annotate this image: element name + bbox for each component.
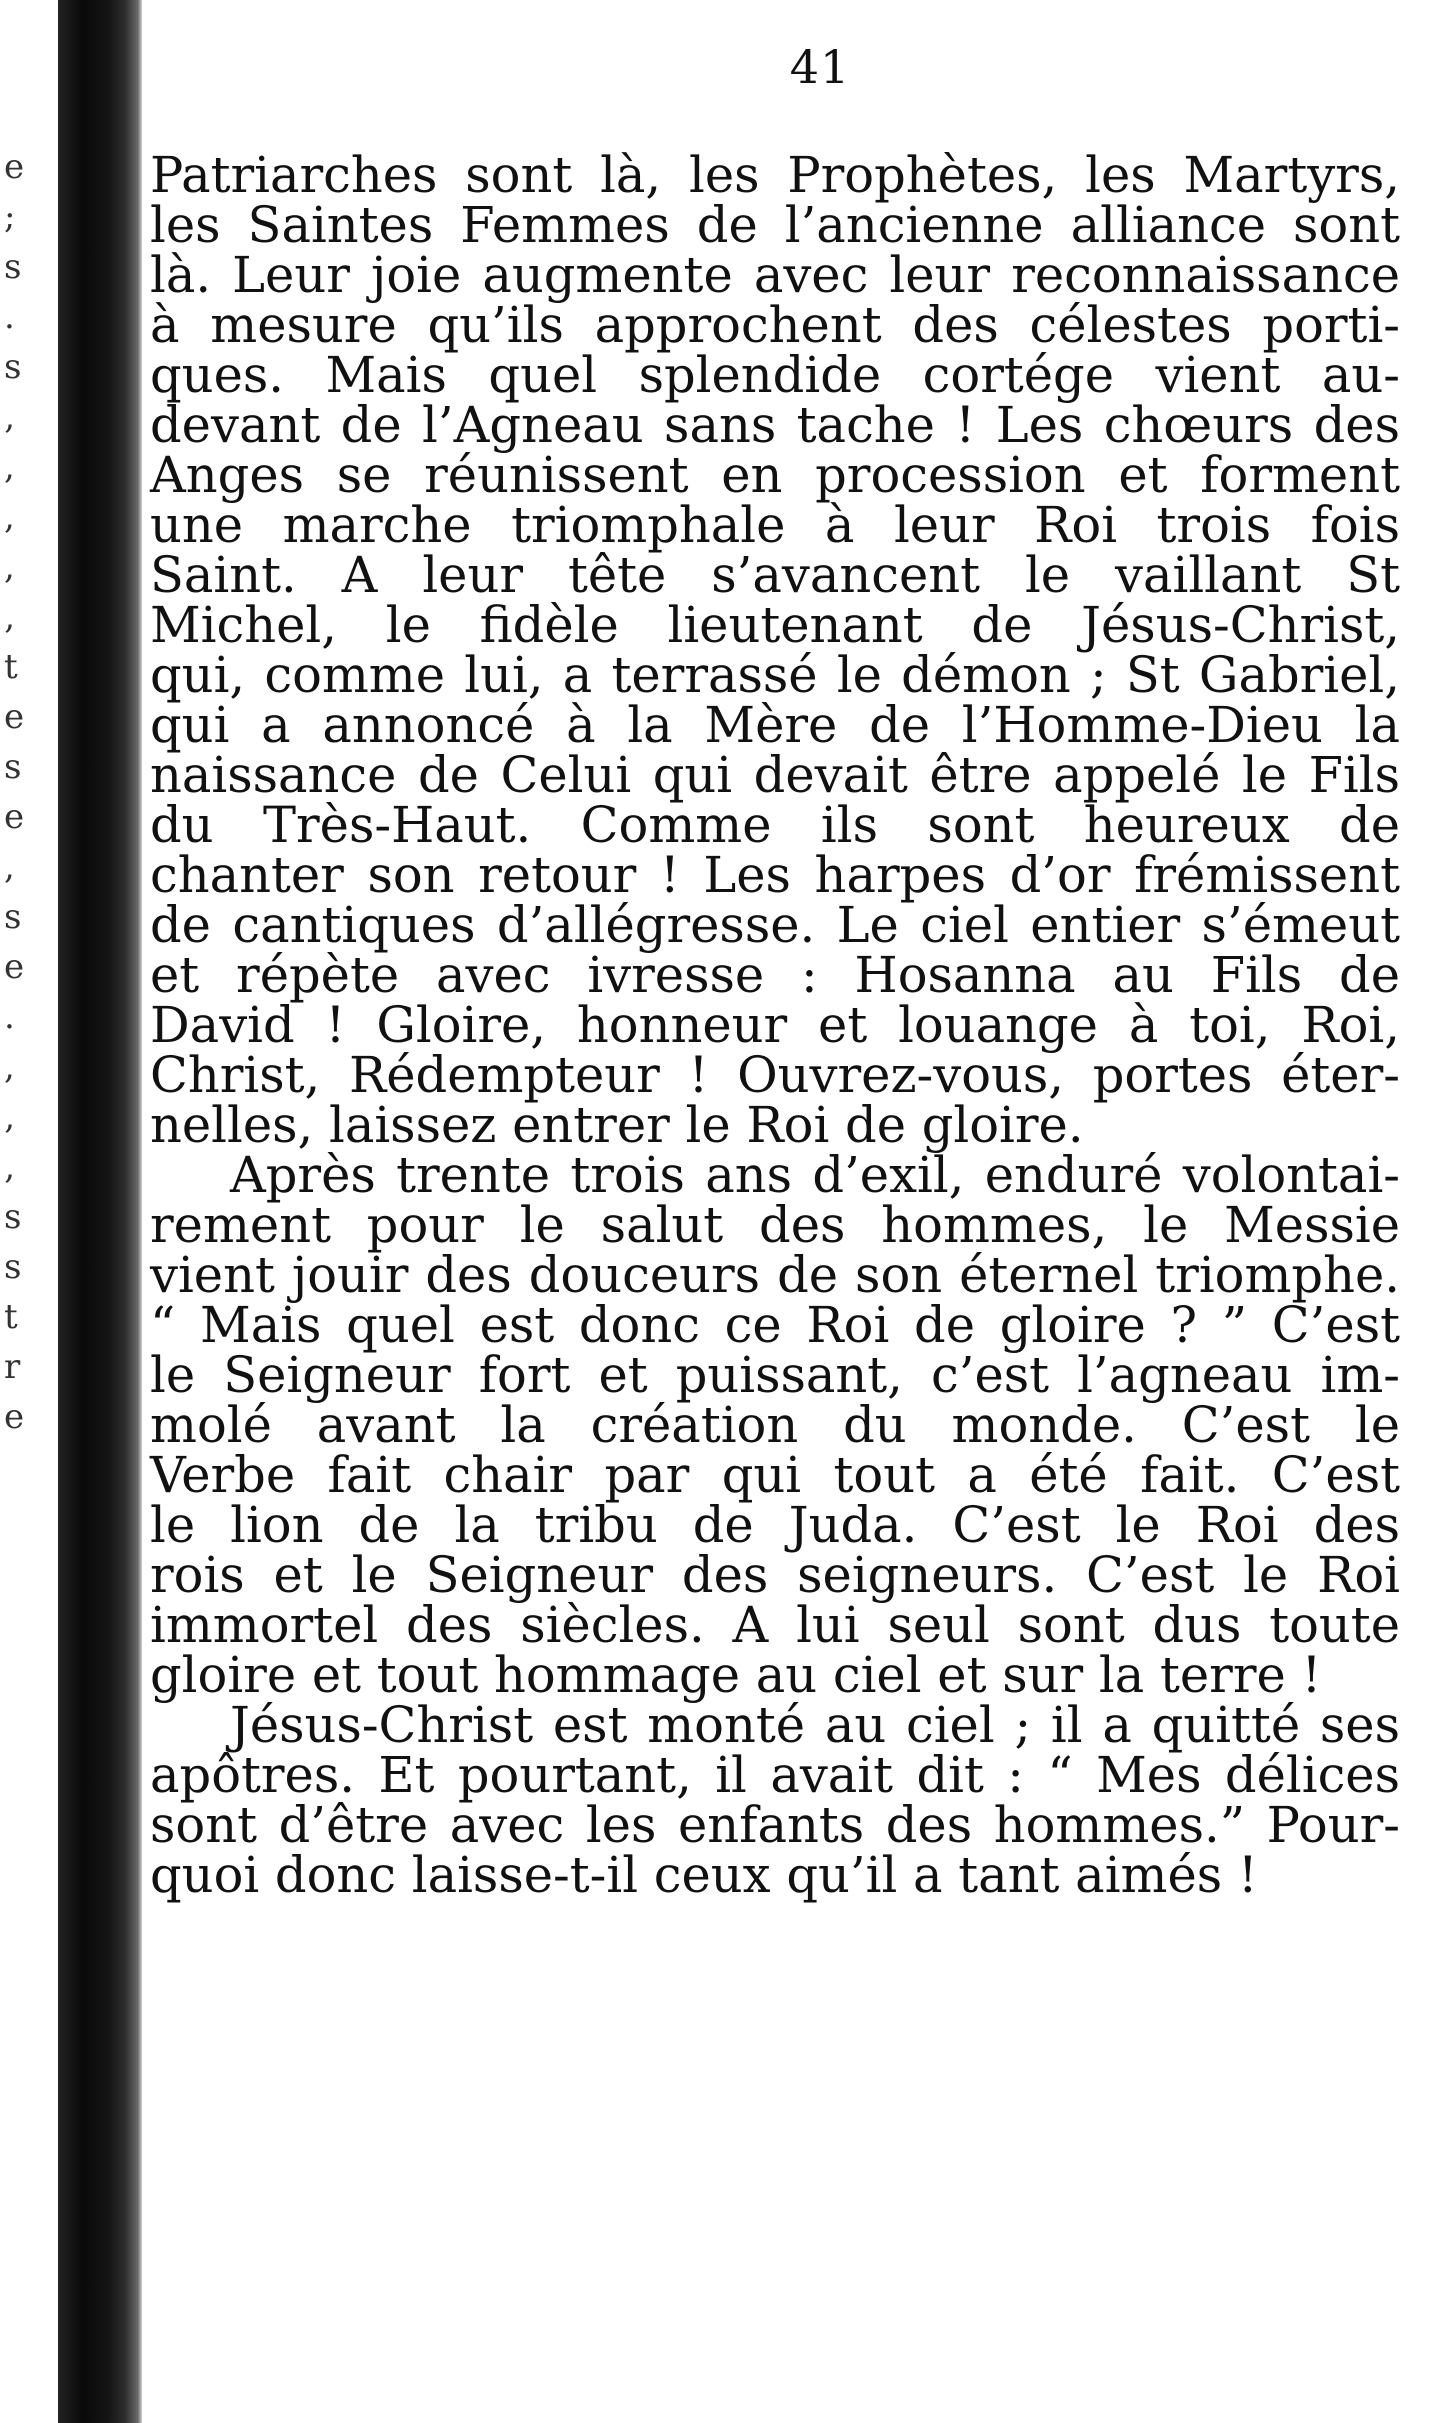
text-line: rois et le Seigneur des seigneurs. C’est le Roi — [150, 1546, 1400, 1604]
margin-mark: ‚ — [4, 1147, 15, 1187]
text-line: Verbe fait chair par qui tout a été fait. C’est — [150, 1446, 1400, 1504]
margin-mark: ‚ — [4, 1097, 15, 1137]
text-line: rement pour le salut des hommes, le Messie — [150, 1196, 1400, 1254]
text-line: naissance de Celui qui devait être appelé le Fils — [150, 746, 1400, 804]
margin-mark: s — [4, 347, 22, 387]
body-text — [150, 146, 1400, 1904]
facing-page-margin — [0, 0, 40, 2423]
margin-mark: e — [4, 947, 25, 987]
text-line: sont d’être avec les enfants des hommes.” Pour- — [150, 1796, 1400, 1854]
margin-mark: ‚ — [4, 397, 15, 437]
text-line: Saint. A leur tête s’avancent le vaillant St — [150, 546, 1400, 604]
text-line: devant de l’Agneau sans tache ! Les chœurs des — [150, 396, 1400, 454]
margin-mark: , — [4, 847, 15, 887]
text-line: Jésus-Christ est monté au ciel ; il a quitté ses — [230, 1696, 1400, 1754]
margin-mark: , — [4, 447, 15, 487]
margin-mark: s — [4, 897, 22, 937]
text-line: Michel, le fidèle lieutenant de Jésus-Christ, — [150, 596, 1400, 654]
paragraph — [150, 146, 1400, 1154]
text-line: et répète avec ivresse : Hosanna au Fils de — [150, 946, 1400, 1004]
text-line: qui, comme lui, a terrassé le démon ; St Gabriel, — [150, 646, 1400, 704]
margin-mark: s — [4, 747, 22, 787]
text-line: là. Leur joie augmente avec leur reconnaissance — [150, 246, 1400, 304]
margin-mark: e — [4, 697, 25, 737]
margin-mark: t — [4, 1297, 18, 1337]
margin-mark: . — [4, 297, 15, 337]
margin-mark: . — [4, 997, 15, 1037]
text-line: les Saintes Femmes de l’ancienne alliance sont — [150, 196, 1400, 254]
page-binding-edge — [58, 0, 142, 2423]
margin-mark: r — [4, 1347, 21, 1387]
margin-mark: t — [4, 647, 18, 687]
text-line: à mesure qu’ils approchent des célestes porti- — [150, 296, 1400, 354]
margin-mark: ; — [4, 197, 16, 237]
text-line: Christ, Rédempteur ! Ouvrez-vous, portes éter- — [150, 1046, 1400, 1104]
text-line: qui a annoncé à la Mère de l’Homme-Dieu la — [150, 696, 1400, 754]
margin-mark: s — [4, 247, 22, 287]
text-line: chanter son retour ! Les harpes d’or frémissent — [150, 846, 1400, 904]
text-line: une marche triomphale à leur Roi trois fois — [150, 496, 1400, 554]
margin-mark: e — [4, 1397, 25, 1437]
margin-mark: ‚ — [4, 597, 15, 637]
margin-mark: e — [4, 147, 25, 187]
text-line: de cantiques d’allégresse. Le ciel entier s’émeut — [150, 896, 1400, 954]
text-line: le Seigneur fort et puissant, c’est l’agneau im- — [150, 1346, 1400, 1404]
text-line: vient jouir des douceurs de son éternel triomphe. — [150, 1246, 1400, 1304]
margin-mark: s — [4, 1247, 22, 1287]
margin-mark: , — [4, 547, 15, 587]
margin-mark: s — [4, 1197, 22, 1237]
text-line: du Très-Haut. Comme ils sont heureux de — [150, 796, 1400, 854]
margin-mark: , — [4, 1047, 15, 1087]
text-line: Patriarches sont là, les Prophètes, les Martyrs, — [150, 146, 1400, 204]
text-line: apôtres. Et pourtant, il avait dit : “ Mes délices — [150, 1746, 1400, 1804]
text-line: le lion de la tribu de Juda. C’est le Roi des — [150, 1496, 1400, 1554]
text-line: “ Mais quel est donc ce Roi de gloire ? ” C’est — [150, 1296, 1400, 1354]
paragraph — [150, 1696, 1400, 1904]
text-line: Après trente trois ans d’exil, enduré volontai- — [230, 1146, 1400, 1204]
text-line: ques. Mais quel splendide cortége vient au- — [150, 346, 1400, 404]
text-line: immortel des siècles. A lui seul sont dus toute — [150, 1596, 1400, 1654]
text-line: David ! Gloire, honneur et louange à toi, Roi, — [150, 996, 1400, 1054]
text-line: Anges se réunissent en procession et forment — [150, 446, 1400, 504]
margin-mark: , — [4, 497, 15, 537]
text-line: molé avant la création du monde. C’est le — [150, 1396, 1400, 1454]
text-line: gloire et tout hommage au ciel et sur la terre ! — [150, 1646, 1322, 1704]
page-number: 41 — [789, 40, 851, 94]
text-line: nelles, laissez entrer le Roi de gloire. — [150, 1096, 1084, 1154]
paragraph — [150, 1146, 1400, 1704]
margin-mark: e — [4, 797, 25, 837]
text-line: quoi donc laisse-t-il ceux qu’il a tant aimés ! — [150, 1846, 1258, 1904]
